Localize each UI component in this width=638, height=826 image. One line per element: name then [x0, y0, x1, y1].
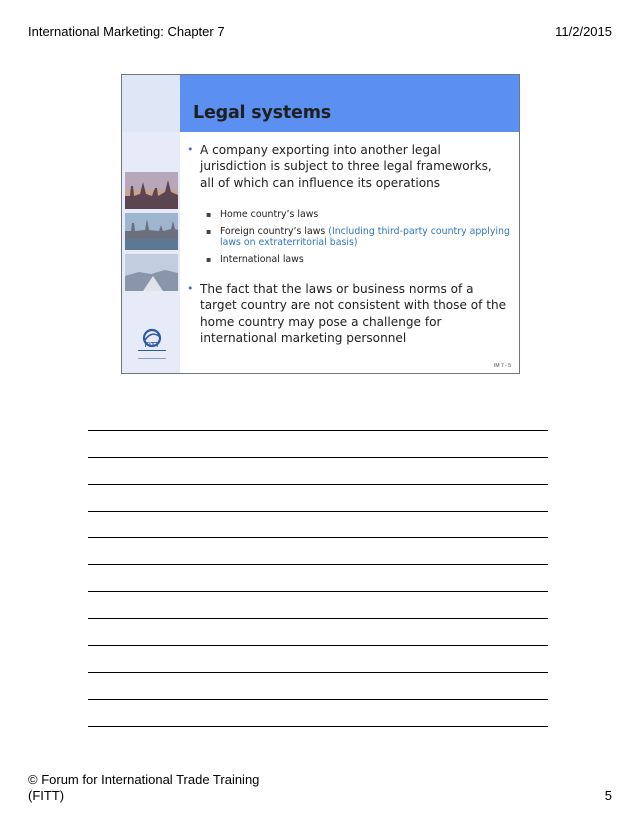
subbullet-item — [206, 254, 511, 266]
notes-line — [88, 700, 548, 727]
slide-sidebar — [122, 132, 180, 373]
notes-line — [88, 619, 548, 646]
notes-lines — [88, 404, 548, 727]
notes-line — [88, 458, 548, 485]
cityscape-photo — [125, 172, 178, 209]
subbullet-note: (Including third-party country applying laws on extraterritorial basis) — [220, 225, 510, 248]
notes-line — [88, 512, 548, 539]
notes-line — [88, 404, 548, 431]
page-header-title: International Marketing: Chapter 7 — [28, 24, 225, 39]
slide-subbullets — [206, 209, 511, 270]
slide-bullet-1 — [187, 142, 507, 191]
bullet-1-text: A company exporting into another legal jurisdiction is subject to three legal frameworks, all of which can influence its operations — [200, 143, 492, 190]
footer-copyright: © Forum for International Trade Training (FITT) — [28, 772, 260, 803]
notes-line — [88, 673, 548, 700]
subbullet-text: Foreign country’s laws — [220, 225, 326, 237]
slide-thumbnail — [121, 74, 520, 374]
slide-band-corner — [122, 75, 180, 132]
bullet-icon: • — [187, 282, 194, 295]
logo-text: FITT — [144, 342, 160, 349]
subbullet-item — [206, 209, 511, 221]
bullet-icon: • — [187, 143, 194, 156]
subbullet-icon: ▪ — [206, 210, 212, 219]
slide-bullet-2 — [187, 281, 507, 346]
notes-line — [88, 485, 548, 512]
slide-number: IM 7 - 5 — [494, 363, 511, 369]
slide-title: Legal systems — [193, 103, 331, 123]
subbullet-text: Home country’s laws — [220, 209, 319, 220]
harbour-photo — [125, 254, 178, 291]
notes-line — [88, 431, 548, 458]
subbullet-text: International laws — [220, 253, 304, 265]
subbullet-item — [206, 226, 511, 249]
notes-line — [88, 592, 548, 619]
notes-line — [88, 538, 548, 565]
notes-line — [88, 646, 548, 673]
page-header-date: 11/2/2015 — [555, 24, 612, 39]
notes-line — [88, 565, 548, 592]
subbullet-icon: ▪ — [206, 254, 212, 264]
subbullet-icon: ▪ — [206, 226, 212, 236]
page-number: 5 — [604, 788, 612, 803]
bullet-2-text: The fact that the laws or business norms of a target country are not consistent with those of the home country may pose a challenge for international marketing personnel — [200, 282, 507, 345]
parliament-photo — [125, 213, 178, 250]
